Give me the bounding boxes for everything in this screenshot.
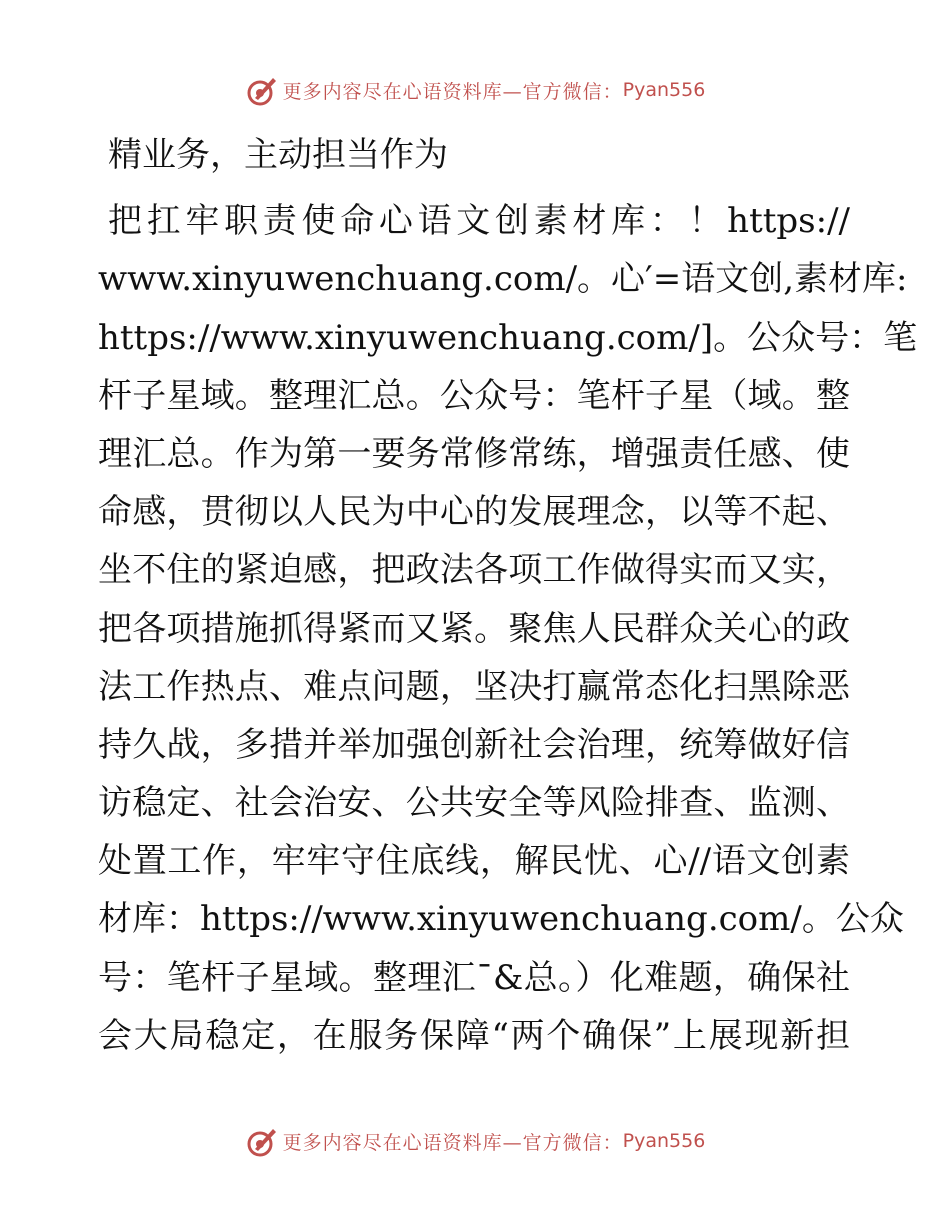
text-line: 坐不住的紧迫感，把政法各项工作做得实而又实，: [98, 550, 850, 591]
text-line: 理汇总。作为第一要务常修常练，增强责任感、使: [98, 433, 850, 474]
quill-seal-icon: [245, 72, 281, 108]
banner-text: 更多内容尽在心语资料库—官方微信：: [282, 1131, 623, 1154]
text-line: https://www.xinyuwenchuang.com/]。公众号：笔: [98, 317, 918, 358]
text-line: 杆子星域。整理汇总。公众号：笔杆子星（域。整: [98, 375, 850, 416]
document-body: [98, 126, 918, 1065]
wechat-id: Pyan556: [622, 1130, 706, 1152]
text-line: 法工作热点、难点问题，坚决打赢常态化扫黑除恶: [98, 666, 850, 707]
quill-seal-icon: [245, 1123, 281, 1159]
header-watermark-banner: [0, 70, 950, 110]
text-line: 号：笔杆子星域。整理汇¯&总。）化难题，确保社: [98, 957, 850, 998]
heading-fragment: 精业务，主动担当作为: [108, 135, 448, 175]
text-line: 持久战，多措并举加强创新社会治理，统筹做好信: [98, 724, 850, 765]
text-line: 访稳定、社会治安、公共安全等风险排查、监测、: [98, 783, 850, 824]
text-line: 把各项措施抓得紧而又紧。聚焦人民群众关心的政: [98, 608, 850, 649]
text-line: 材库：https://www.xinyuwenchuang.com/。公众: [98, 899, 904, 940]
text-line: 处置工作，牢牢守住底线，解民忧、心//语文创素: [98, 841, 850, 882]
wechat-id: Pyan556: [622, 79, 706, 101]
text-line: 命感，贯彻以人民为中心的发展理念，以等不起、: [98, 492, 850, 533]
banner-text: 更多内容尽在心语资料库—官方微信：: [282, 80, 623, 103]
text-line: 会大局稳定，在服务保障“两个确保”上展现新担: [98, 1015, 850, 1056]
text-line: www.xinyuwenchuang.com/。心′=语文创,素材库:: [98, 259, 908, 300]
text-line: 把扛牢职责使命心语文创素材库：！https://: [108, 201, 850, 242]
footer-watermark-banner: [0, 1121, 950, 1161]
